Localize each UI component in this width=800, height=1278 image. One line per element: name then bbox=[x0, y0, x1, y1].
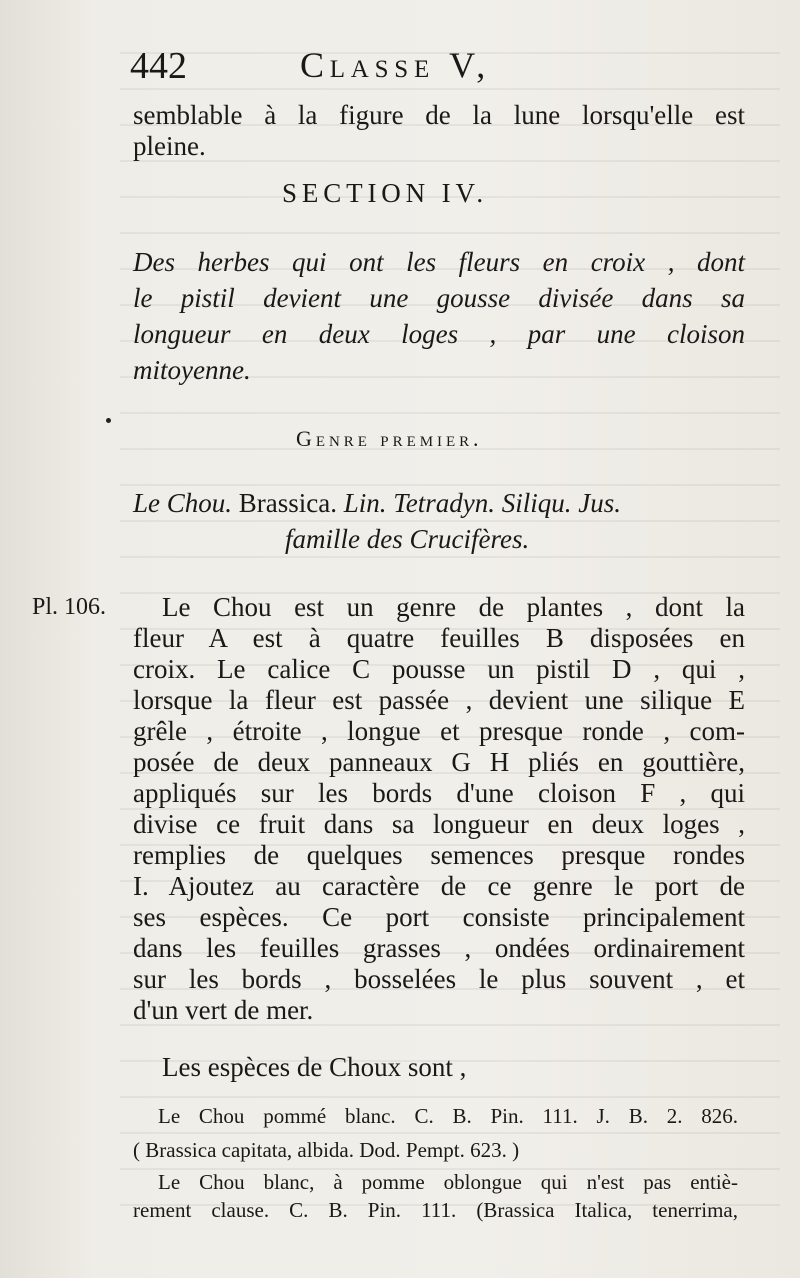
page-number: 442 bbox=[130, 45, 187, 87]
text-line: grêle , étroite , longue et presque ronde , com- bbox=[133, 716, 745, 746]
text-line: croix. Le calice C pousse un pistil D , qui , bbox=[133, 654, 745, 684]
text-line: I. Ajoutez au caractère de ce genre le port de bbox=[133, 871, 745, 901]
text-line: lorsque la fleur est passée , devient une silique E bbox=[133, 685, 745, 715]
plate-reference: Pl. 106. bbox=[32, 594, 107, 620]
running-title: Classe V, bbox=[300, 45, 491, 85]
margin-mark bbox=[106, 418, 111, 423]
text-line: fleur A est à quatre feuilles B disposées en bbox=[133, 623, 745, 653]
text-line: posée de deux panneaux G H pliés en gouttière, bbox=[133, 747, 745, 777]
text-line: ses espèces. Ce port consiste principalement bbox=[133, 902, 745, 932]
text-line: sur les bords , bosselées le plus souvent , et bbox=[133, 964, 745, 994]
species-line: Le Chou pommé blanc. C. B. Pin. 111. J. B. 2. 826. bbox=[158, 1104, 738, 1128]
text-line: divise ce fruit dans sa longueur en deux loges , bbox=[133, 809, 745, 839]
text-line: mitoyenne. bbox=[133, 355, 251, 385]
text-line: pleine. bbox=[133, 131, 206, 161]
species-line: rement clause. C. B. Pin. 111. (Brassica Italica, tenerrima, bbox=[133, 1198, 738, 1222]
text-line: remplies de quelques semences presque rondes bbox=[133, 840, 745, 870]
page-header bbox=[130, 44, 760, 92]
species-intro: Les espèces de Choux sont , bbox=[162, 1052, 467, 1082]
text-line: le pistil devient une gousse divisée dans sa bbox=[133, 283, 745, 313]
text-line: Le Chou est un genre de plantes , dont la bbox=[162, 592, 745, 622]
genus-line bbox=[133, 488, 745, 519]
text-line: Des herbes qui ont les fleurs en croix , dont bbox=[133, 247, 745, 277]
species-line: ( Brassica capitata, albida. Dod. Pempt. 623. ) bbox=[133, 1138, 520, 1162]
section-title: SECTION IV. bbox=[282, 178, 488, 208]
text-line: longueur en deux loges , par une cloison bbox=[133, 319, 745, 349]
text-line: dans les feuilles grasses , ondées ordinairement bbox=[133, 933, 745, 963]
genus-reference: Lin. Tetradyn. Siliqu. Jus. bbox=[343, 488, 622, 518]
genus-family: famille des Crucifères. bbox=[285, 524, 530, 554]
genus-latin: Brassica. bbox=[238, 488, 337, 518]
text-line: d'un vert de mer. bbox=[133, 995, 314, 1025]
text-line: semblable à la figure de la lune lorsqu'elle est bbox=[133, 100, 745, 130]
species-line: Le Chou blanc, à pomme oblongue qui n'est pas entiè- bbox=[158, 1170, 738, 1194]
text-line: appliqués sur les bords d'une cloison F , qui bbox=[133, 778, 745, 808]
genus-name: Le Chou. bbox=[133, 488, 233, 518]
genre-title: Genre premier. bbox=[296, 426, 483, 451]
